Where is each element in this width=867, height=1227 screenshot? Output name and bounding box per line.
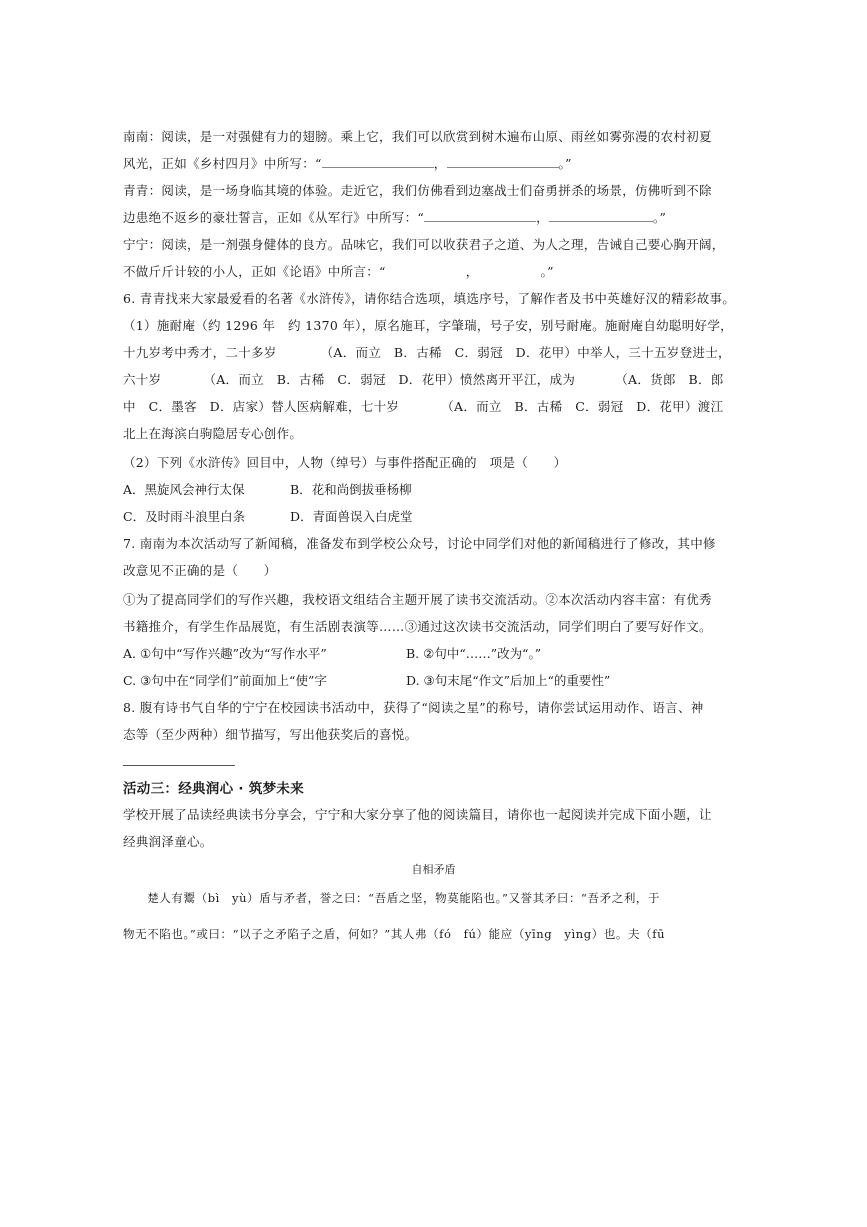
section-divider [123,765,235,766]
q6-line-3-b: （A．而立 B．古稀 C．弱冠 D．花甲）中举人，三十五岁登进士， [320,345,731,360]
activity-3-heading: 活动三：经典润心 · 筑梦未来 [123,781,305,797]
q6-line-4-a: 六十岁 [123,372,162,387]
q7-line-4: 书籍推介，有学生作品展览，有生活剧表演等……③通过这次读书交流活动，同学们明白了要写好作文。 [123,619,712,634]
nannan-end: 。” [558,156,572,171]
qingqing-blank-1[interactable] [424,209,536,222]
q7-line-3: ①为了提高同学们的写作兴趣，我校语文组结合主题开展了读书交流活动。②本次活动内容丰富：有优秀 [123,592,712,607]
qingqing-blank-2[interactable] [549,209,653,222]
q6-option-b[interactable]: B．花和尚倒拔垂杨柳 [290,482,412,497]
ningning-line-2 [123,263,554,281]
q6-line-5-a: 中 C．墨客 D．店家）替人医病解难，七十岁 [123,399,400,414]
q7-line-1: 7. 南南为本次活动写了新闻稿，准备发布到学校公众号，讨论中同学们对他的新闻稿进行了修改，其中修 [123,536,716,551]
story-title: 自相矛盾 [411,863,456,876]
activity-3-line-2: 经典润泽童心。 [123,834,213,849]
q6-option-d[interactable]: D．青面兽误入白虎堂 [290,509,413,524]
story-line-2: 物无不陷也。”或曰：“以子之矛陷子之盾，何如？”其人弗（fó fú）能应（yīng yìng）也。夫（fū [123,927,666,941]
nannan-line-2 [123,155,572,173]
nannan-comma: ， [433,156,447,171]
q7-option-c[interactable]: C. ③句中在“同学们”前面加上“使”字 [123,673,327,688]
nannan-blank-2[interactable] [447,155,559,168]
q6-line-6: 北上在海滨白驹隐居专心创作。 [123,426,303,441]
q8-line-2: 态等（至少两种）细节描写，写出他获奖后的喜悦。 [123,727,418,742]
q6-line-4-b: （A．而立 B．古稀 C．弱冠 D．花甲）愤然离开平江，成为 [203,372,576,387]
q7-option-d[interactable]: D. ③句末尾“作文”后加上“的重要性” [406,673,611,688]
q7-option-b[interactable]: B. ②句中“……”改为“。” [406,646,542,661]
ningning-line-1: 宁宁：阅读，是一剂强身健体的良方。品味它，我们可以收获君子之道、为人之理，告诫自己要心胸开阔， [123,237,725,252]
story-line-1: 楚人有鬻（bì yù）盾与矛者，誉之曰：“吾盾之坚，物莫能陷也。”又誉其矛曰：“吾矛之利，于 [123,891,661,905]
q6-line-4 [123,371,724,389]
activity-3-line-1: 学校开展了品读经典读书分享会，宁宁和大家分享了他的阅读篇目，请你也一起阅读并完成下面小题，让 [123,807,712,822]
qingqing-line-2 [123,209,666,227]
nannan-line-1: 南南：阅读，是一对强健有力的翅膀。乘上它，我们可以欣赏到树木遍布山原、雨丝如雾弥漫的农村初夏 [123,129,712,144]
q6-option-c[interactable]: C．及时雨斗浪里白条 [123,509,246,524]
q7-line-2: 改意见不正确的是（ ） [123,563,277,578]
q6-line-3-a: 十九岁考中秀才，二十多岁 [123,345,277,360]
ningning-line-2-text: 不做斤斤计较的小人，正如《论语》中所言：“ [123,264,386,279]
q6-line-1: 6. 青青找来大家最爱看的名著《水浒传》，请你结合选项，填选序号，了解作者及书中英雄好汉的精彩故事。 [123,291,736,306]
nannan-blank-1[interactable] [322,155,434,168]
q6-line-4-c: （A．货郎 B．郎 [615,372,724,387]
q6-line-3 [123,344,731,362]
ningning-end: 。” [540,264,554,279]
ningning-comma: ， [465,264,479,279]
qingqing-end: 。” [652,210,667,225]
q6-line-5-b: （A．而立 B．古稀 C．弱冠 D．花甲）渡江 [441,399,724,414]
qingqing-comma: ， [536,210,549,225]
qingqing-line-2-text: 边患绝不返乡的豪壮誓言，正如《从军行》中所写：“ [123,210,425,225]
q6-line-2: （1）施耐庵（约 1296 年 约 1370 年），原名施耳，字肇瑞，号子安，别号耐庵。施耐庵自幼聪明好学， [123,318,733,333]
q6-sub-question-2: （2）下列《水浒传》回目中，人物（绰号）与事件搭配正确的 项是（ ） [123,455,567,470]
q8-line-1: 8. 腹有诗书气自华的宁宁在校园读书活动中，获得了“阅读之星”的称号，请你尝试运用动作、语言、神 [123,700,704,715]
nannan-line-2-text: 风光，正如《乡村四月》中所写：“ [123,156,322,171]
q7-option-a[interactable]: A. ①句中“写作兴趣”改为“写作水平” [123,646,327,661]
qingqing-line-1: 青青：阅读，是一场身临其境的体验。走近它，我们仿佛看到边塞战士们奋勇拼杀的场景，仿佛听到不除 [123,183,712,198]
q6-option-a[interactable]: A．黑旋风会神行太保 [123,482,245,497]
q6-line-5 [123,398,723,416]
